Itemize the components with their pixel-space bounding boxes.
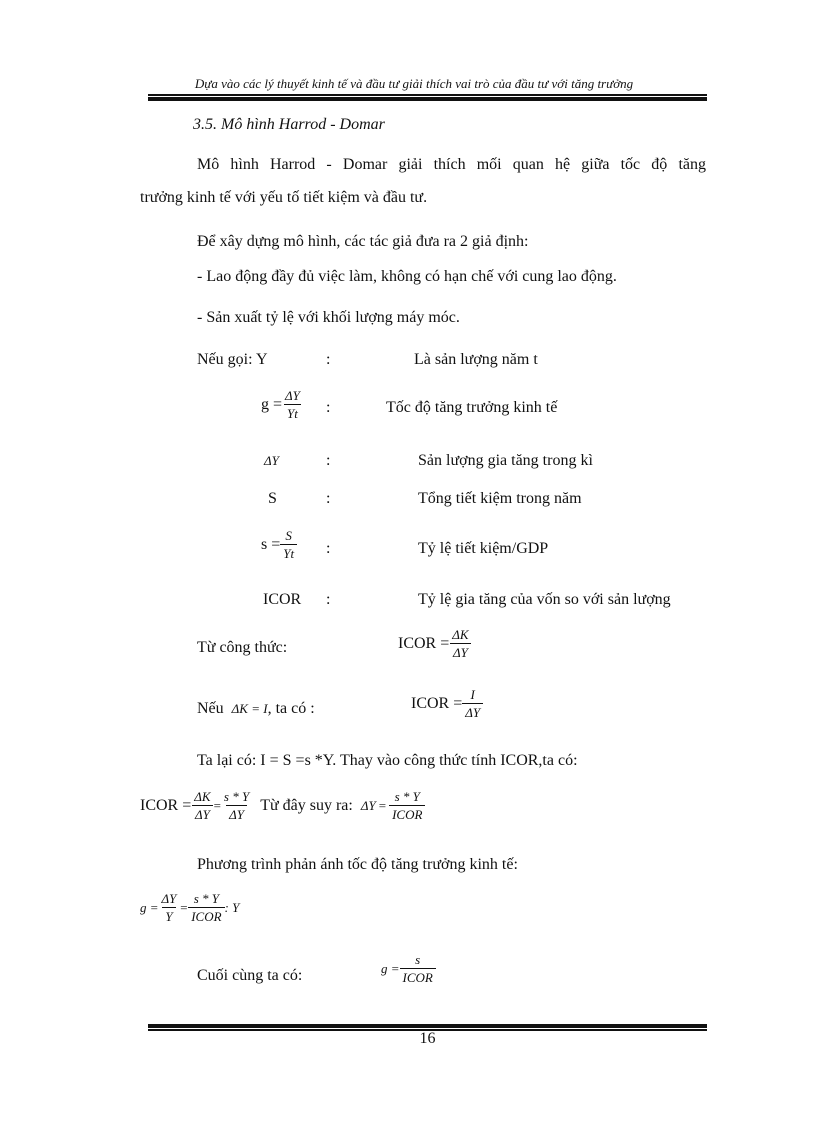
def-desc: Tỷ lệ gia tăng của vốn so với sản lượng [418, 591, 671, 608]
def-symbol-S: S [268, 490, 277, 507]
divide-y: : Y [224, 899, 240, 915]
fraction-denominator: ICOR [389, 805, 425, 821]
fraction [280, 529, 297, 560]
fraction-numerator: ΔK [194, 789, 211, 804]
def-colon: : [326, 490, 331, 507]
g-eq: g = [381, 960, 400, 976]
page-number: 16 [419, 1030, 436, 1047]
fraction-numerator: ΔY [285, 388, 300, 403]
lhs-dY: ΔY [360, 797, 376, 813]
icor-eq: ICOR = [140, 796, 192, 814]
substitution-text: Ta lại có: I = S =s *Y. Thay vào công thức tính ICOR,ta có: [197, 752, 578, 769]
formula-icor-dk-dy [398, 628, 472, 659]
def-desc: Sản lượng gia tăng trong kì [418, 452, 593, 469]
fraction [400, 953, 436, 984]
deduce-label: Từ đây suy ra: [260, 796, 353, 814]
def-symbol-label: g = [261, 395, 283, 413]
formula-growth [140, 892, 239, 923]
fraction-denominator: ICOR [400, 968, 436, 984]
section-heading: 3.5. Mô hình Harrod - Domar [193, 116, 385, 133]
if-clause [197, 700, 315, 718]
fraction [159, 892, 180, 923]
formula-final [381, 953, 436, 984]
def-symbol-g [261, 389, 303, 420]
para1-line2: trưởng kinh tế với yếu tố tiết kiệm và đầu tư. [140, 189, 428, 206]
if-suffix: , ta có : [267, 700, 315, 717]
fraction-denominator: Yt [280, 544, 297, 560]
fraction-denominator: Y [162, 907, 175, 923]
icor-eq: ICOR = [411, 694, 463, 712]
fraction [188, 892, 224, 923]
equals: = [179, 899, 189, 915]
fraction [191, 790, 213, 821]
fraction [462, 688, 483, 719]
def-symbol-label: s = [261, 535, 281, 553]
fraction [221, 790, 252, 821]
if-label: Nếu [197, 700, 224, 717]
fraction-numerator: I [470, 687, 475, 702]
def-symbol-s [261, 529, 297, 560]
def-colon: : [326, 351, 331, 368]
final-label: Cuối cùng ta có: [197, 967, 303, 984]
equals: = [213, 797, 221, 813]
fraction [282, 389, 303, 420]
fraction-denominator: ICOR [188, 907, 224, 923]
fraction-numerator: s [415, 952, 421, 967]
formula-icor-i-dy [411, 688, 483, 719]
growth-text: Phương trình phản ánh tốc độ tăng trưởng kinh tế: [197, 856, 518, 873]
def-symbol-icor: ICOR [263, 591, 302, 608]
icor-eq: ICOR = [398, 634, 450, 652]
fraction-denominator: ΔY [462, 703, 483, 719]
def-intro: Nếu gọi: Y [197, 351, 268, 368]
def-colon: : [326, 540, 331, 557]
assumption-2: - Sản xuất tỷ lệ với khối lượng máy móc. [197, 309, 460, 326]
fraction [389, 790, 425, 821]
def-desc: Tỷ lệ tiết kiệm/GDP [418, 540, 549, 557]
equals: = [378, 797, 387, 813]
fraction-numerator: s * Y [394, 789, 420, 804]
assumption-1: - Lao động đầy đủ việc làm, không có hạn chế với cung lao động. [197, 268, 617, 285]
def-desc: Tốc độ tăng trưởng kinh tế [386, 399, 558, 416]
running-header: Dựa vào các lý thuyết kinh tế và đầu tư giải thích vai trò của đầu tư với tăng trưởng [194, 76, 634, 91]
def-desc: Tổng tiết kiệm trong năm [418, 490, 582, 507]
formula-icor-expanded [140, 790, 425, 821]
footer-rule-thick [148, 1024, 707, 1028]
def-colon: : [326, 399, 331, 416]
fraction-numerator: ΔK [452, 627, 469, 642]
fraction [449, 628, 471, 659]
fraction-denominator: ΔY [192, 805, 213, 821]
para2: Để xây dựng mô hình, các tác giả đưa ra 2 giả định: [197, 233, 529, 250]
fraction-numerator: S [285, 528, 292, 543]
def-desc: Là sản lượng năm t [414, 351, 538, 368]
header-rule-thin [148, 94, 707, 96]
fraction-numerator: ΔY [161, 891, 177, 906]
g-eq: g = [140, 899, 159, 915]
def-colon: : [326, 591, 331, 608]
header-rule-thick [148, 97, 707, 101]
from-formula-label: Từ công thức: [197, 639, 288, 656]
fraction-denominator: ΔY [450, 643, 471, 659]
fraction-numerator: s * Y [223, 789, 250, 804]
if-condition: ΔK = I [231, 701, 268, 716]
def-colon: : [326, 452, 331, 469]
fraction-numerator: s * Y [193, 891, 219, 906]
def-symbol-dY: ΔY [264, 453, 279, 468]
fraction-denominator: ΔY [226, 805, 247, 821]
fraction-denominator: Yt [284, 404, 301, 420]
para1-line1: Mô hình Harrod - Domar giải thích mối quan hệ giữa tốc độ tăng [197, 156, 706, 173]
